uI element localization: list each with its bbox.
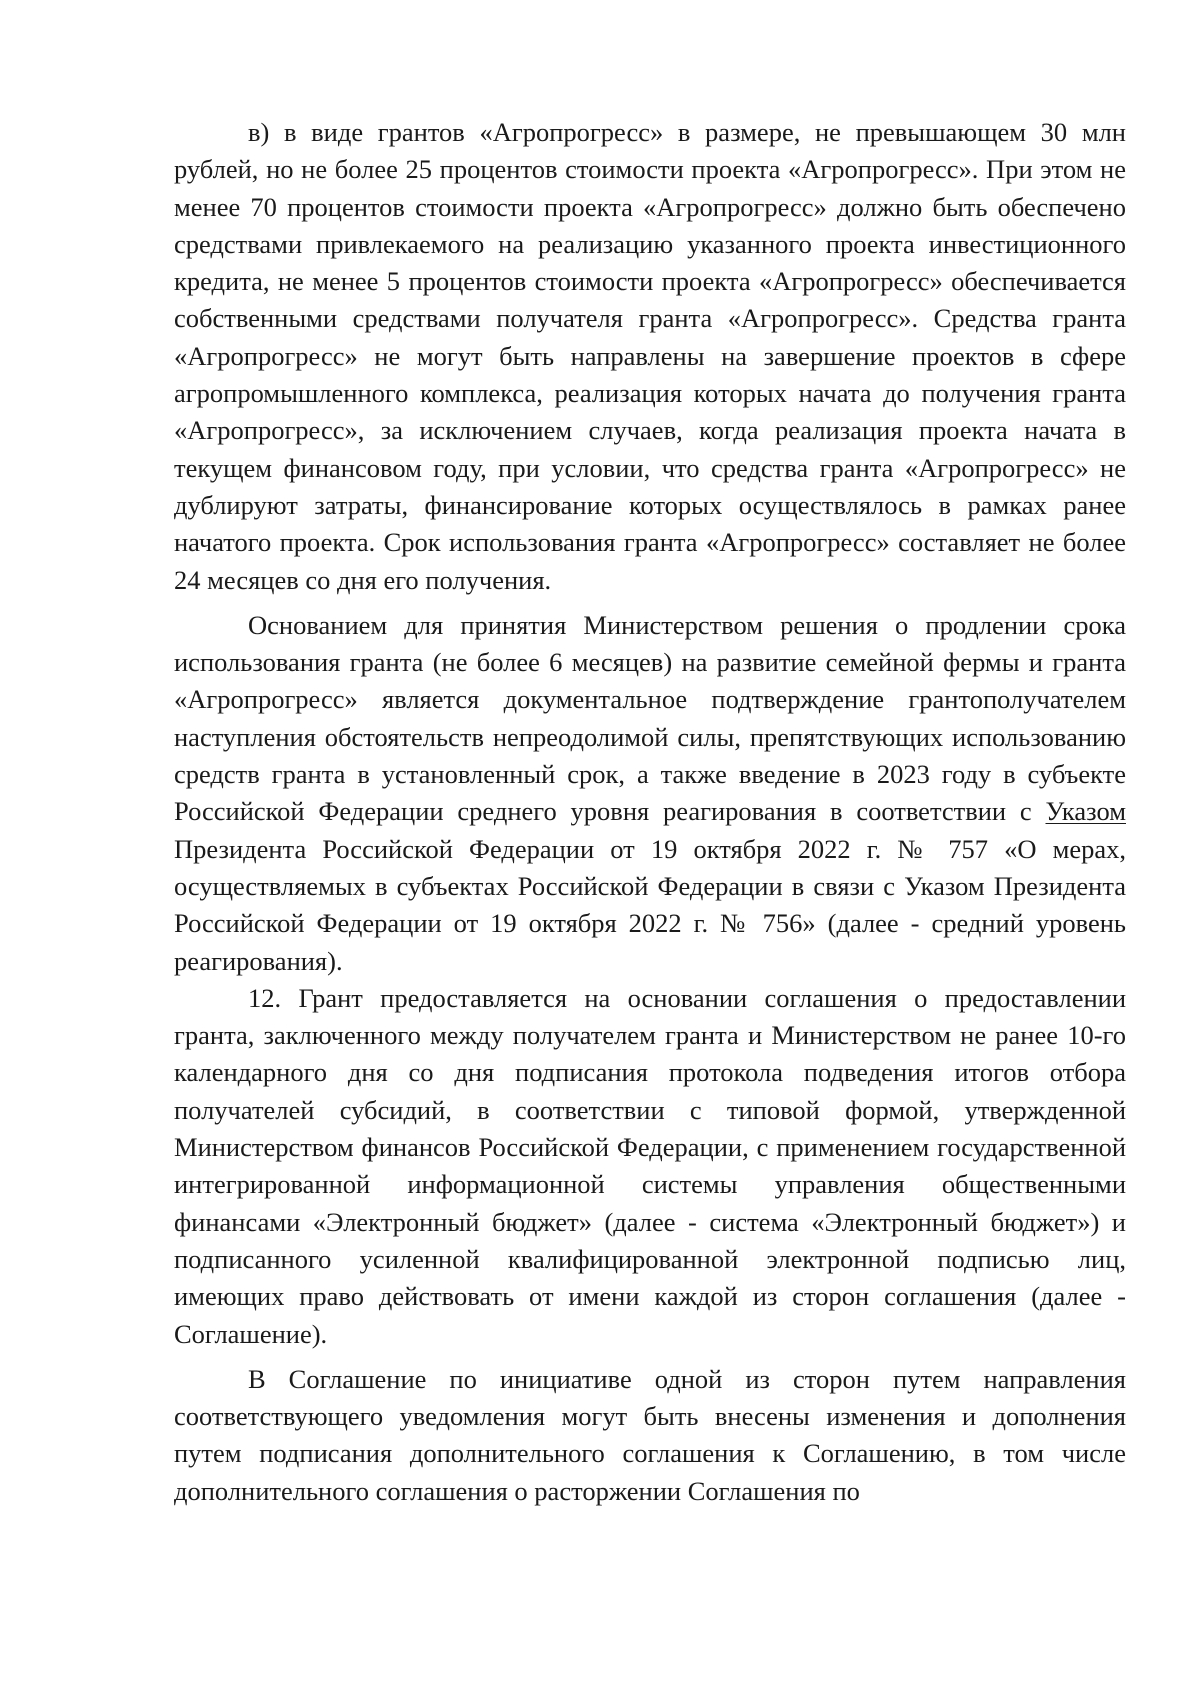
paragraph-agreement-changes: В Соглашение по инициативе одной из сторон путем направления соответствующего уведомления могут быть внесены изменения и дополнения путем подписания дополнительного соглашения к Соглашению, в том числе дополнительного соглашения о расторжении Соглашения по bbox=[174, 1363, 1126, 1506]
paragraph-grant-extension-text-start: Основанием для принятия Министерством решения о продлении срока использования гранта (не более 6 месяцев) на развитие семейной фермы и гранта «Агропрогресс» является документальное подтверждение грантополучателем наступления обстоятельств непреодолимой силы, препятствующих использованию средств гранта в установленный срок, а также введение в 2023 году в субъекте Российской Федерации среднего уровня реагирования в соответствии с bbox=[174, 609, 1126, 827]
paragraph-grant-extension bbox=[174, 607, 1126, 980]
paragraph-grant-extension-text-end: Президента Российской Федерации от 19 октября 2022 г. № 757 «О мерах, осуществляемых в субъектах Российской Федерации в связи с Указом Президента Российской Федерации от 19 октября 2022 г. № 756» (далее - средний уровень реагирования). bbox=[174, 833, 1126, 976]
document-body bbox=[174, 114, 1126, 1510]
paragraph-agroprogress-grant: в) в виде грантов «Агропрогресс» в размере, не превышающем 30 млн рублей, но не более 25 процентов стоимости проекта «Агропрогресс». При этом не менее 70 процентов стоимости проекта «Агропрогресс» должно быть обеспечено средствами привлекаемого на реализацию указанного проекта инвестиционного кредита, не менее 5 процентов стоимости проекта «Агропрогресс» обеспечивается собственными средствами получателя гранта «Агропрогресс». Средства гранта «Агропрогресс» не могут быть направлены на завершение проектов в сфере агропромышленного комплекса, реализация которых начата до получения гранта «Агропрогресс», за исключением случаев, когда реализация проекта начата в текущем финансовом году, при условии, что средства гранта «Агропрогресс» не дублируют затраты, финансирование которых осуществлялось в рамках ранее начатого проекта. Срок использования гранта «Агропрогресс» составляет не более 24 месяцев со дня его получения. bbox=[174, 117, 1126, 595]
decree-link[interactable]: Указом bbox=[1045, 796, 1126, 827]
paragraph-item-12: 12. Грант предоставляется на основании соглашения о предоставлении гранта, заключенного между получателем гранта и Министерством не ранее 10-го календарного дня со дня подписания протокола подведения итогов отбора получателей субсидий, в соответствии с типовой формой, утвержденной Министерством финансов Российской Федерации, с применением государственной интегрированной информационной системы управления общественными финансами «Электронный бюджет» (далее - система «Электронный бюджет») и подписанного усиленной квалифицированной электронной подписью лиц, имеющих право действовать от имени каждой из сторон соглашения (далее - Соглашение). bbox=[174, 982, 1126, 1349]
